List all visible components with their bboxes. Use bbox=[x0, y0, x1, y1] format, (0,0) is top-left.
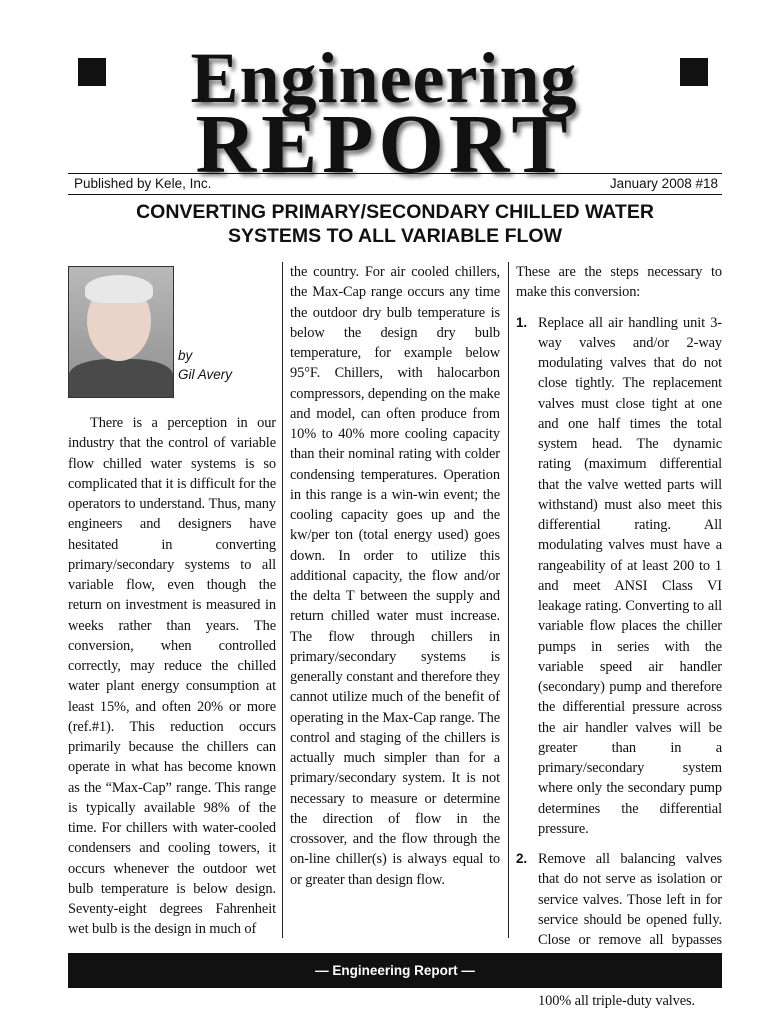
step-number: 1. bbox=[516, 314, 528, 330]
publication-bar bbox=[68, 173, 722, 195]
footer-label: — Engineering Report — bbox=[315, 963, 475, 978]
article-column-2 bbox=[290, 262, 500, 890]
step-text: Remove all balancing valves that do not serve as isolation or service valves. Those left in for service should be opened fully. Close or remove all bypasses 100% all triple-duty valves. bbox=[538, 851, 722, 1009]
column-divider bbox=[508, 262, 509, 938]
publisher: Published by Kele, Inc. bbox=[74, 176, 212, 191]
article-column-3 bbox=[516, 262, 722, 1011]
step-number: 2. bbox=[516, 851, 528, 866]
footer-bar bbox=[68, 953, 722, 988]
list-item bbox=[516, 313, 722, 840]
steps-intro: These are the steps necessary to make this conversion: bbox=[516, 264, 722, 301]
masthead-title-line2: REPORT bbox=[195, 98, 573, 191]
byline-by: by bbox=[178, 348, 193, 363]
headline-line1: CONVERTING PRIMARY/SECONDARY CHILLED WATER bbox=[136, 201, 654, 223]
bullet-square-icon bbox=[680, 58, 708, 86]
byline-author: Gil Avery bbox=[178, 367, 233, 382]
author-photo bbox=[68, 266, 174, 398]
column-1-text: There is a perception in our industry that the control of variable flow chilled water systems is so complicated that it is difficult for the operators to understand. Thus, many engineers and designers have hesitated in converting primary/secondary systems to all variable flow, even though the return on investment is measured in weeks rather than years. The conversion, when controlled correctly, may reduce the chilled water plant energy consumption at least 15%, and often 20% or more (ref.#1). This reduction occurs primarily because the chillers can operate in what has become known as the “Max-Cap” range. This range is typically available 98% of the time. For chillers with water-cooled condensers and cooling towers, it occurs whenever the outdoor wet bulb temperature is below design. Seventy-eight degrees Fahrenheit wet bulb is the design in much of bbox=[68, 415, 276, 938]
column-divider bbox=[282, 262, 283, 938]
headline-line2: SYSTEMS TO ALL VARIABLE FLOW bbox=[227, 225, 563, 247]
masthead-title-line1: Engineering bbox=[190, 38, 578, 118]
article-headline bbox=[68, 200, 722, 248]
column-2-text: the country. For air cooled chillers, the Max-Cap range occurs any time the outdoor dry bulb temperature is below the design dry bulb temperature, for example below 95°F. Chillers, with halocarbon compressors, depending on the make and model, can often produce from 10% to 40% more cooling capacity than their nominal rating with colder condensing temperatures. Operation in this range is a win-win event; the cooling capacity goes up and the kw/per ton (total energy used) goes down. In order to utilize this additional capacity, the flow and/or the delta T between the supply and return chilled water must increase. The flow through chillers in primary/secondary systems is generally constant and therefore they cannot utilize much of the benefit of operating in the Max-Cap range. The control and staging of the chillers is actually much simpler than for a primary/secondary system. It is not necessary to measure or determine the direction of flow in the crossover, and the flow through the on-line chiller(s) is always equal to or greater than design flow. bbox=[290, 264, 500, 888]
issue-date: January 2008 #18 bbox=[609, 176, 718, 191]
article-column-1 bbox=[68, 413, 276, 940]
step-text: Replace all air handling unit 3-way valves and/or 2-way modulating valves that do not close tightly. The replacement valves must close tight at one and one half times the total system head. The dynamic rating (maximum differential that the valve wetted parts will withstand) must also meet this differential rating. All modulating valves must have a rangeability of at least 200 to 1 and meet ANSI Class VI leakage rating. Converting to all variable flow places the chiller pumps in series with the variable speed air handler (secondary) pump and therefore the differential pressure across the air handler valves will be greater than in a primary/secondary system where only the secondary pump determines the differential pressure. bbox=[538, 314, 722, 837]
byline bbox=[178, 346, 232, 384]
